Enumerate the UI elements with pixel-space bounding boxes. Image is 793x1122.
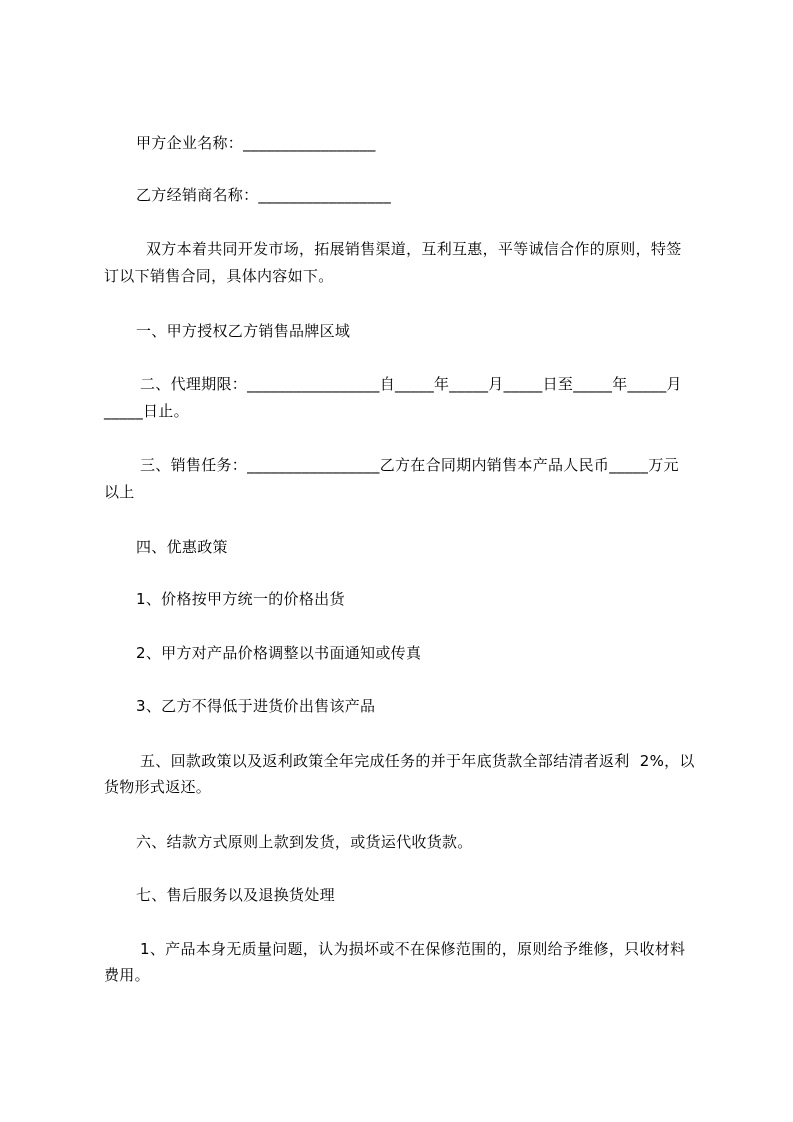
section-7-item-1-line-1: 1、产品本身无质量问题，认为损坏或不在保修范围的，原则给予维修，只收材料 <box>140 940 686 958</box>
section-4-item-2: 2、甲方对产品价格调整以书面通知或传真 <box>136 644 422 662</box>
section-4-item-3: 3、乙方不得低于进货价出售该产品 <box>136 697 376 715</box>
section-7-item-1-line-2: 费用。 <box>104 966 150 984</box>
section-1-heading: 一、甲方授权乙方销售品牌区域 <box>136 322 351 340</box>
party-b-line: 乙方经销商名称：_________________ <box>136 186 392 204</box>
section-3-line-2: 以上 <box>104 483 135 501</box>
section-5-line-2: 货物形式返还。 <box>104 778 212 796</box>
section-7-heading: 七、售后服务以及退换货处理 <box>136 886 335 904</box>
intro-line-2: 订以下销售合同，具体内容如下。 <box>104 267 334 285</box>
section-2-line-2: _____日止。 <box>104 402 189 420</box>
section-6-heading: 六、结款方式原则上款到发货，或货运代收货款。 <box>136 833 473 851</box>
section-4-heading: 四、优惠政策 <box>136 538 228 556</box>
intro-line-1: 双方本着共同开发市场，拓展销售渠道，互利互惠，平等诚信合作的原则，特签 <box>146 240 682 258</box>
section-5-line-1: 五、回款政策以及返利政策全年完成任务的并于年底货款全部结清者返利 2%，以 <box>140 752 695 770</box>
party-a-line: 甲方企业名称：_________________ <box>136 134 376 152</box>
section-3-line-1: 三、销售任务：_________________乙方在合同期内销售本产品人民币_____万元 <box>140 456 679 474</box>
section-2-line-1: 二、代理期限：_________________自_____年_____月_____日至_____年_____月 <box>140 375 682 393</box>
section-4-item-1: 1、价格按甲方统一的价格出货 <box>136 590 345 608</box>
